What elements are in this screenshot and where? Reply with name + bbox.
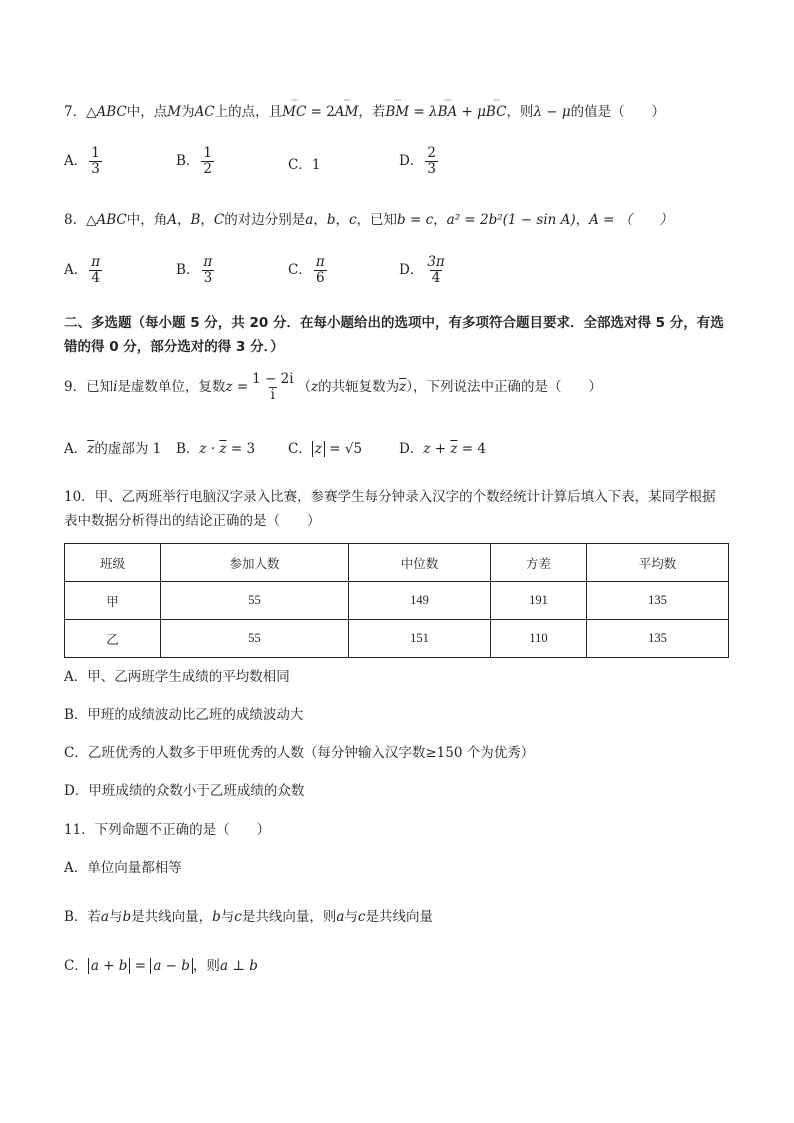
q9-option-d[interactable] [399,437,486,457]
option-label: D． [399,262,424,278]
q9-option-a-zbar: $\overline{z}$ [87,441,95,457]
q8-angle-b: B [190,212,201,228]
q8-option-c-fraction [314,255,327,286]
fraction-numerator: π [91,254,101,270]
table-cell: 110 [491,620,587,658]
fraction-denominator: 3 [91,161,100,177]
q11-yu: 与 [344,909,358,925]
q8-sep: ， [335,212,349,228]
q7-vector-am [334,96,359,120]
option-label: C． [288,441,312,457]
vector-arrow-icon: ᵕᵕᵕ [394,96,401,105]
option-label: D． [399,153,424,169]
q7-option-b[interactable] [176,146,216,177]
q11-yu: 与 [220,909,235,925]
q10-score-table [64,543,729,658]
q9-text-4: ），下列说法中正确的是（ ） [406,379,603,395]
q8-triangle: ABC [96,212,127,228]
option-label: B． [176,441,200,457]
q7-lambda-minus-mu: λ − μ [533,104,571,120]
table-header-cell: 方差 [491,544,587,582]
q9-option-d-zbar: $\overline{z}$ [450,441,458,457]
section-2-heading-line-2: 错的得 0 分，部分选对的得 3 分．） [64,339,284,355]
q9-option-c-abs-z: z [312,441,325,457]
q9-option-d-rest: = 4 [457,441,486,457]
q8-option-b-fraction [201,255,214,286]
q8-option-a[interactable] [64,255,104,286]
table-header-row [65,544,729,582]
q11-vector-a: a [100,909,109,925]
section-2-heading-line-1: 二、多选题（每小题 5 分，共 20 分．在每小题给出的选项中，有多项符合题目要求．全部选对得 5 分，有选 [64,315,724,331]
table-cell: 149 [349,582,491,620]
question-8-stem [64,208,673,228]
table-header-cell: 平均数 [586,544,728,582]
q8-text-1: 中，角 [126,212,168,228]
vector-arrow-icon: ᵕᵕᵕ [291,96,298,105]
q7-vector-mc [282,96,307,120]
q7-text-3: 上的点，且 [214,104,283,120]
q10-option-a[interactable]: A．甲、乙两班学生成绩的平均数相同 [64,669,290,685]
q9-option-b[interactable] [176,437,255,457]
option-value: 1 [311,157,321,173]
q7-vector-ba-label: BA [437,104,458,120]
fraction-denominator: 2 [203,161,213,177]
option-label: A． [64,153,88,169]
q7-eq-1: = 2 [306,104,335,120]
q11-vector-c: c [357,909,366,925]
q7-text-4: ，若 [358,104,386,120]
q7-vector-bc [485,96,507,120]
q11-vector-b: b [122,909,132,925]
q11-vector-c: c [234,909,242,925]
q7-option-b-fraction [201,146,214,177]
q8-side-c: c [348,212,357,228]
q7-text-2: 为 [181,104,195,120]
q8-sep: ， [176,212,191,228]
question-10-stem-line-1: 10．甲、乙两班举行电脑汉字录入比赛，参赛学生每分钟录入汉字的个数经统计计算后填入下表，某同学根据 [64,489,716,505]
q7-option-a-fraction [89,146,102,177]
q7-vector-ba [437,96,458,120]
q11-vector-a: a [219,958,228,974]
q9-number: 9．已知 [64,379,114,395]
fraction-denominator: i [270,387,275,403]
q11-equals: = [130,958,151,974]
q11-text-3: 是共线向量 [365,909,433,925]
q11-vector-b: b [249,958,258,974]
fraction-denominator: 6 [315,270,325,286]
fraction-numerator: π [203,254,213,270]
q9-option-d-expr: z + [423,441,451,457]
q7-option-d-fraction [425,146,438,177]
q11-option-c[interactable] [64,954,258,974]
option-label: C． [64,958,88,974]
q8-condition-1: b = c [397,212,434,228]
q11-then: ，则 [192,958,220,974]
q7-vector-bm-label: BM [385,104,410,120]
question-11-stem: 11．下列命题不正确的是（ ） [64,822,271,838]
q9-option-c-rest: = √5 [324,441,363,457]
table-cell: 乙 [65,620,161,658]
q10-option-d[interactable]: D．甲班成绩的众数小于乙班成绩的众数 [64,783,305,799]
q8-text-2: 的对边分别是 [224,212,306,228]
q8-angle-a: A [167,212,177,228]
q9-text-2: （ [297,379,312,395]
q7-option-a[interactable] [64,146,104,177]
q9-imaginary-unit: i [113,379,118,395]
option-label: C． [288,262,312,278]
fraction-numerator: 1 − 2i [252,371,294,387]
q7-vector-bm [385,96,410,120]
option-label: A． [64,262,88,278]
q8-side-b: b [326,212,336,228]
q7-segment-ac: AC [194,104,215,120]
q11-option-a[interactable]: A．单位向量都相等 [64,860,182,876]
q11-abs-diff: a − b [150,958,193,974]
q9-option-b-expr: z · [199,441,220,457]
q7-point-m: M [167,104,182,120]
fraction-numerator: 1 [203,145,213,161]
q11-vector-a: a [336,909,345,925]
table-cell: 甲 [65,582,161,620]
table-row [65,620,729,658]
q7-eq-2: = λ [409,104,438,120]
q8-number: 8．△ [64,212,97,228]
table-cell: 135 [586,582,728,620]
table-cell: 191 [491,582,587,620]
q11-abs-sum: a + b [88,958,131,974]
q7-vector-bc-label: BC [485,104,507,120]
q8-sep: ， [200,212,214,228]
vector-arrow-icon: ᵕᵕᵕ [343,96,350,105]
table-cell: 151 [349,620,491,658]
table-header-cell: 参加人数 [160,544,348,582]
table-row [65,582,729,620]
option-label: C． [288,157,312,173]
option-label: A． [64,441,88,457]
q9-z-conjugate: $\overline{z}$ [399,379,407,395]
q8-text-4: ， [575,212,590,228]
option-label: B． [176,262,200,278]
vector-arrow-icon: ᵕᵕᵕ [493,96,500,105]
table-header-cell: 中位数 [349,544,491,582]
fraction-denominator: 4 [431,270,441,286]
q7-option-d[interactable] [399,146,440,177]
q7-vector-am-label: AM [334,104,359,120]
question-9-stem [64,372,602,403]
table-cell: 135 [586,620,728,658]
q9-option-b-rest: = 3 [226,441,256,457]
question-7-stem [64,96,666,120]
q8-option-c[interactable] [288,255,329,286]
fraction-numerator: π [315,254,325,270]
q9-option-a[interactable] [64,437,161,457]
fraction-numerator: 2 [427,145,436,161]
q7-text-6: 的值是（ ） [570,104,666,120]
q9-option-a-text: 的虚部为 1 [94,441,162,457]
question-10-stem-line-2: 表中数据分析得出的结论正确的是（ ） [64,513,321,529]
q9-text-1: 是虚数单位，复数 [117,379,226,395]
perpendicular-icon: ⊥ [228,958,250,974]
q7-triangle: ABC [96,104,127,120]
q8-text-3: ，已知 [356,212,398,228]
fraction-denominator: 4 [91,270,100,286]
table-cell: 55 [160,620,348,658]
fraction-denominator: 3 [203,270,213,286]
q10-option-b[interactable]: B．甲班的成绩波动比乙班的成绩波动大 [64,707,304,723]
option-label: B． [176,153,200,169]
vector-arrow-icon: ᵕᵕᵕ [444,96,451,105]
q10-option-c[interactable]: C．乙班优秀的人数多于甲班优秀的人数（每分钟输入汉字数≥150 个为优秀） [64,745,535,761]
fraction-denominator: 3 [427,161,436,177]
q7-text-1: 中，点 [126,104,168,120]
q7-plus: + μ [457,104,486,120]
q8-option-d[interactable] [399,255,449,286]
q9-text-3: 的共轭复数为 [318,379,400,395]
q11-option-b[interactable] [64,905,433,925]
q7-vector-mc-label: MC [282,104,307,120]
q8-option-b[interactable] [176,255,216,286]
q9-z: z [311,379,319,395]
table-header-cell: 班级 [65,544,161,582]
q11-vector-b: b [212,909,221,925]
q9-option-c[interactable] [288,437,362,457]
q8-angle-c: C [213,212,225,228]
q8-option-d-fraction [425,255,446,286]
q11-yu: 与 [108,909,123,925]
fraction-numerator: 1 [91,145,100,161]
q8-side-a: a [305,212,314,228]
option-label: B．若 [64,909,101,925]
q9-fraction [250,372,295,403]
option-label: D． [399,441,424,457]
q8-ask: A = （ ） [589,212,673,228]
table-cell: 55 [160,582,348,620]
q7-text-5: ，则 [506,104,534,120]
q8-sep: ， [313,212,327,228]
q8-sep: ， [433,212,447,228]
q9-option-b-zbar: $\overline{z}$ [219,441,227,457]
q7-option-c[interactable] [288,153,320,173]
fraction-numerator: 3π [427,254,445,270]
q11-text-2: 是共线向量，则 [241,909,337,925]
q9-z-equals: z = [225,379,249,395]
q8-option-a-fraction [89,255,102,286]
q8-condition-2: a² = 2b²(1 − sin A) [446,212,576,228]
q7-number: 7．△ [64,104,97,120]
q11-text-1: 是共线向量， [131,909,213,925]
